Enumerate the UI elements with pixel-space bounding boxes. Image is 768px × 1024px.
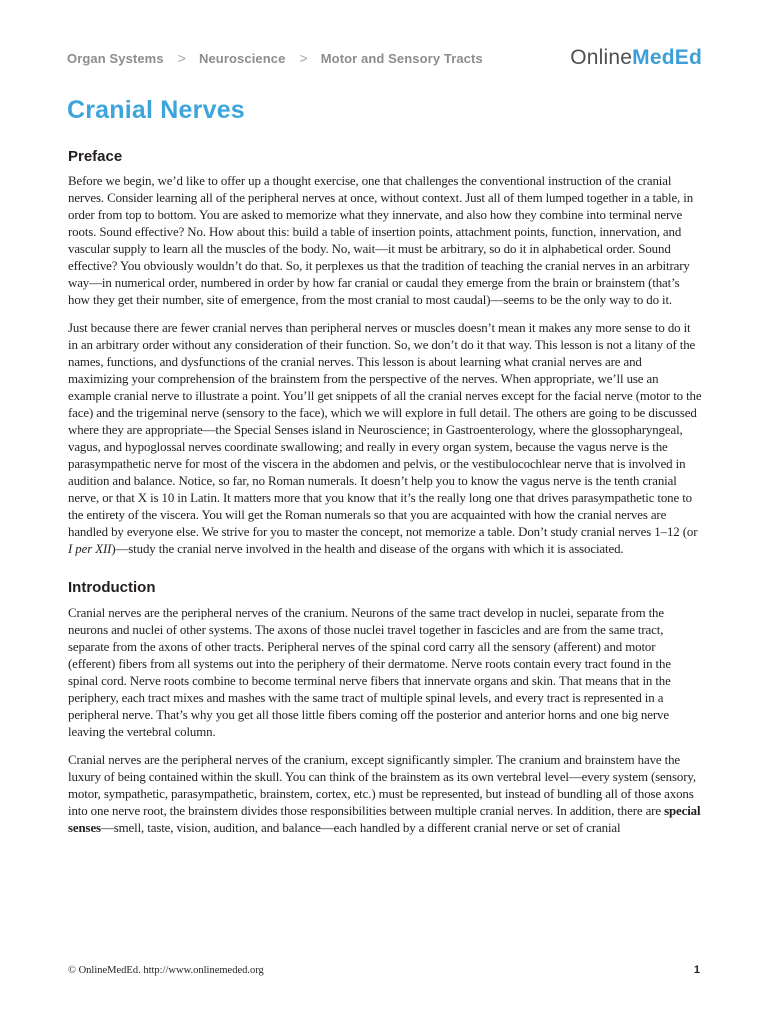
preface-paragraph-2-text-a: Just because there are fewer cranial nerves than peripheral nerves or muscles doesn’t mean it makes any more sense to do it in an arbitrary order without any consideration of their function. So, we don’t do it that way. This lesson is not a litany of the names, functions, and dysfunctions of the cranial nerves. This lesson is about learning what cranial nerves are and maximizing your comprehension of the brainstem from the perspective of the nerves. When appropriate, we’ll use an example cranial nerve to illustrate a point. You’ll get snippets of all the cranial nerves except for the facial nerve (motor to the face) and the trigeminal nerve (sensory to the face), which we will explore in full detail. The others are going to be discussed where they are appropriate—the Special Senses island in Neuroscience; in Gastroenterology, where the glossopharyngeal, vagus, and hypoglossal nerves coordinate swallowing; and really in every organ system, because the vagus nerve is the parasympathetic nerve for most of the viscera in the abdomen and pelvis, or the vestibulocochlear nerve that is involved in audition and balance. Notice, so far, no Roman numerals. It doesn’t help you to know the vagus nerve is the tenth cranial nerve, or that X is 10 in Latin. It matters more that you know that it’s the really long one that drives parasympathetic tone to the entirety of the viscera. You will get the Roman numerals so that you are acquainted with how the cranial nerves are handled by everyone else. We strive for you to master the concept, not memorize a table. Don’t study cranial nerves 1–12 (or [68, 321, 702, 539]
section-heading-introduction: Introduction [68, 579, 156, 596]
preface-paragraph-2-text-b: )—study the cranial nerve involved in the health and disease of the organs with which it is associated. [111, 542, 624, 556]
breadcrumb-separator-icon: > [299, 50, 308, 66]
section-heading-preface: Preface [68, 148, 123, 165]
page-number: 1 [693, 964, 700, 976]
page-header [67, 38, 702, 78]
breadcrumb-item-neuroscience[interactable]: Neuroscience [198, 50, 286, 66]
introduction-paragraph-2-bold: special senses [68, 804, 701, 835]
logo-text-online: Online [570, 46, 633, 69]
introduction-paragraph-2 [68, 752, 702, 837]
introduction-paragraph-1: Cranial nerves are the peripheral nerves of the cranium. Neurons of the same tract develop in nuclei, separate from the neurons and nuclei of other systems. The axons of those nuclei travel together in fascicles and are from the same tract, separate from the axons of other tracts. Peripheral nerves of the spinal cord carry all the sensory (afferent) and motor (efferent) fibers from all systems out into the periphery of their dermatome. Nerve roots contain every tract found in the spinal cord. Nerve roots combine to become terminal nerve fibers that innervate organs and skin. That means that in the periphery, each tract mixes and mashes with the same tract of multiple spinal levels, and every tract is represented in a peripheral nerve. That’s why you get all those little fibers coming off the posterior and anterior horns and one big nerve leaving the vertebral column. [68, 606, 671, 739]
preface-paragraph-1: Before we begin, we’d like to offer up a thought exercise, one that challenges the conventional instruction of the cranial nerves. Consider learning all of the peripheral nerves at once, without context. Just all of them lumped together in a table, in order from top to bottom. You are asked to memorize what they innervate, and also how they combine into terminal nerve roots. Sound effective? No. How about this: build a table of insertion points, attachment points, function, innervation, and vascular supply to learn all the muscles of the body. No, wait—it must be arbitrary, so do it in alphabetical order. Sound effective? You obviously wouldn’t do that. So, it perplexes us that the tradition of teaching the cranial nerves in an arbitrary way—in numerical order, numbered in order by how far cranial or caudal they emerge from the brain or brainstem (that’s how they get their number, site of emergence, from the most cranial to most caudal)—seems to be the only way to do it. [68, 174, 694, 307]
preface-paragraph-2-italic: I per XII [68, 542, 112, 556]
introduction-paragraph-2-text-b: —smell, taste, vision, audition, and balance—each handled by a different cranial nerve or set of cranial [100, 821, 621, 835]
onlinemeded-logo [570, 46, 702, 70]
document-body [68, 142, 702, 837]
breadcrumb-item-motor-sensory-tracts[interactable]: Motor and Sensory Tracts [320, 50, 483, 66]
breadcrumb [67, 50, 483, 66]
breadcrumb-separator-icon: > [177, 50, 186, 66]
introduction-paragraph-2-text-a: Cranial nerves are the peripheral nerves of the cranium, except significantly simpler. The cranium and brainstem have the luxury of being contained within the skull. You can think of the brainstem as its own vertebral level—every system (sensory, motor, sympathetic, parasympathetic, brainstem, cortex, etc.) must be represented, but instead of bundling all of those axons into one nerve root, the brainstem divides those responsibilities between multiple cranial nerves. In addition, there are [68, 753, 696, 818]
footer-copyright: © OnlineMedEd. http://www.onlinemeded.org [68, 965, 264, 976]
logo-text-meded: MedEd [632, 46, 702, 69]
breadcrumb-item-organ-systems[interactable]: Organ Systems [67, 50, 164, 66]
page-title: Cranial Nerves [67, 96, 245, 124]
preface-paragraph-2 [68, 320, 702, 558]
